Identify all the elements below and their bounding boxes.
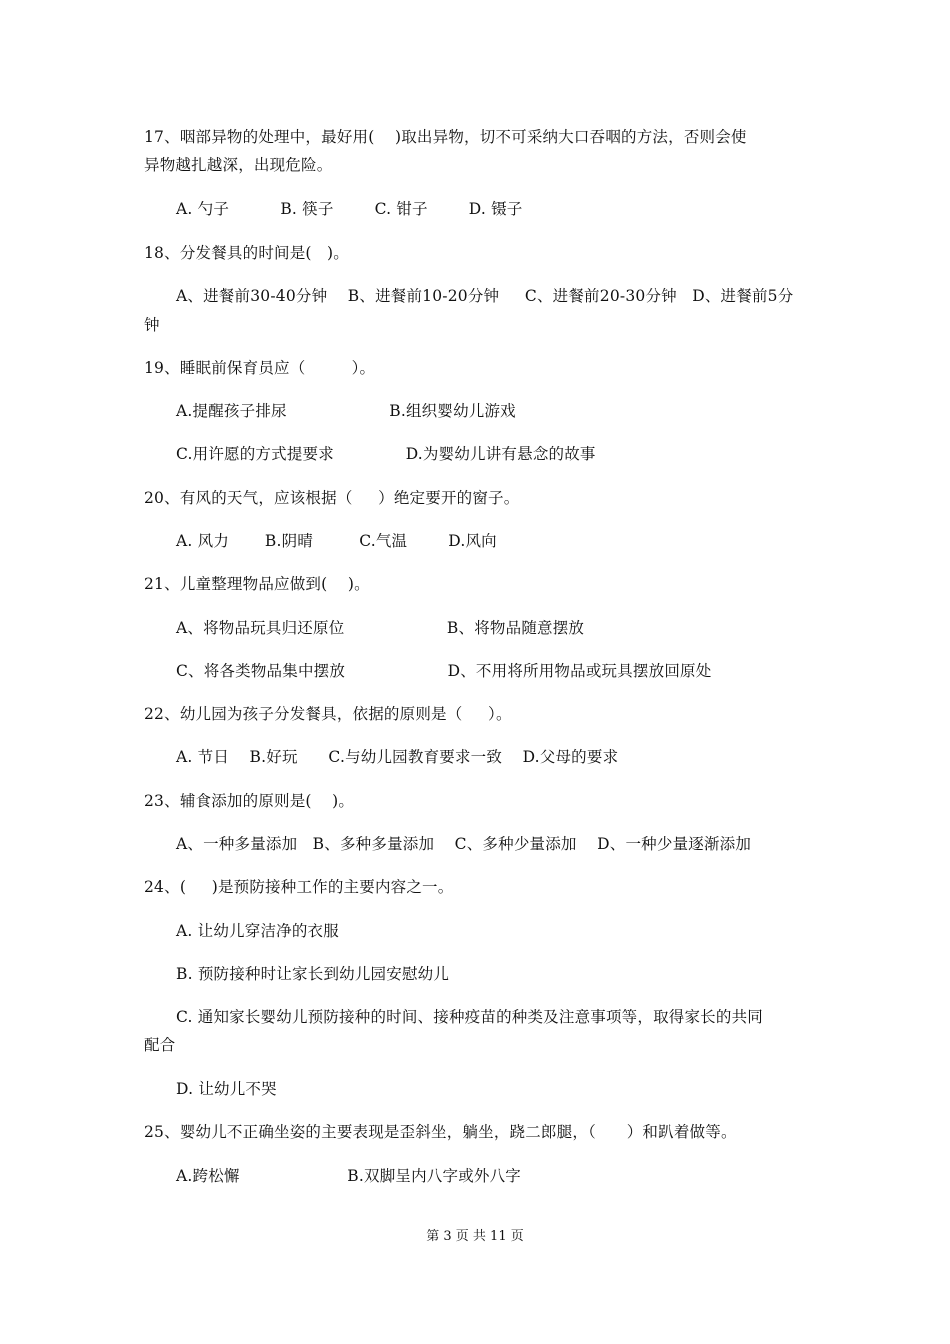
- question-24-option-c-continuation: 配合: [144, 1036, 176, 1054]
- question-17-stem-line-2: 异物越扎越深，出现危险。: [144, 156, 333, 174]
- question-23-stem: 23、辅食添加的原则是( )。: [144, 792, 355, 810]
- question-17-options: A. 勺子 B. 筷子 C. 钳子 D. 镊子: [176, 200, 523, 218]
- question-17-stem-line-1: 17、咽部异物的处理中，最好用( )取出异物，切不可采纳大口吞咽的方法，否则会使: [144, 128, 747, 146]
- question-21-options-row-2: C、将各类物品集中摆放 D、不用将所用物品或玩具摆放回原处: [176, 662, 712, 680]
- question-18-stem: 18、分发餐具的时间是( )。: [144, 244, 349, 262]
- question-21-options-row-1: A、将物品玩具归还原位 B、将物品随意摆放: [176, 619, 585, 637]
- question-20-options: A. 风力 B.阴晴 C.气温 D.风向: [176, 532, 497, 550]
- question-24-option-c: C. 通知家长婴幼儿预防接种的时间、接种疫苗的种类及注意事项等，取得家长的共同: [176, 1008, 763, 1026]
- question-24-option-d: D. 让幼儿不哭: [176, 1080, 277, 1098]
- page-number-footer: 第 3 页 共 11 页: [426, 1229, 524, 1244]
- question-24-stem: 24、( )是预防接种工作的主要内容之一。: [144, 878, 454, 896]
- question-24-option-a: A. 让幼儿穿洁净的衣服: [176, 922, 339, 940]
- question-18-options-continuation: 钟: [144, 316, 160, 334]
- question-19-options-row-1: A.提醒孩子排尿 B.组织婴幼儿游戏: [176, 402, 516, 420]
- question-19-options-row-2: C.用许愿的方式提要求 D.为婴幼儿讲有悬念的故事: [176, 445, 596, 463]
- question-22-options: A. 节日 B.好玩 C.与幼儿园教育要求一致 D.父母的要求: [176, 748, 619, 766]
- question-24-option-b: B. 预防接种时让家长到幼儿园安慰幼儿: [176, 965, 450, 983]
- question-25-stem: 25、婴幼儿不正确坐姿的主要表现是歪斜坐，躺坐，跷二郎腿，（ ）和趴着做等。: [144, 1123, 737, 1141]
- question-22-stem: 22、幼儿园为孩子分发餐具，依据的原则是（ ）。: [144, 705, 512, 723]
- question-19-stem: 19、睡眠前保育员应（ ）。: [144, 359, 376, 377]
- question-25-options: A.跨松懈 B.双脚呈内八字或外八字: [176, 1167, 522, 1185]
- question-23-options: A、一种多量添加 B、多种多量添加 C、多种少量添加 D、一种少量逐渐添加: [176, 835, 752, 853]
- question-21-stem: 21、儿童整理物品应做到( )。: [144, 575, 370, 593]
- question-20-stem: 20、有风的天气，应该根据（ ）绝定要开的窗子。: [144, 489, 520, 507]
- question-18-options: A、进餐前30-40分钟 B、进餐前10-20分钟 C、进餐前20-30分钟 D、进餐前5分: [176, 287, 794, 305]
